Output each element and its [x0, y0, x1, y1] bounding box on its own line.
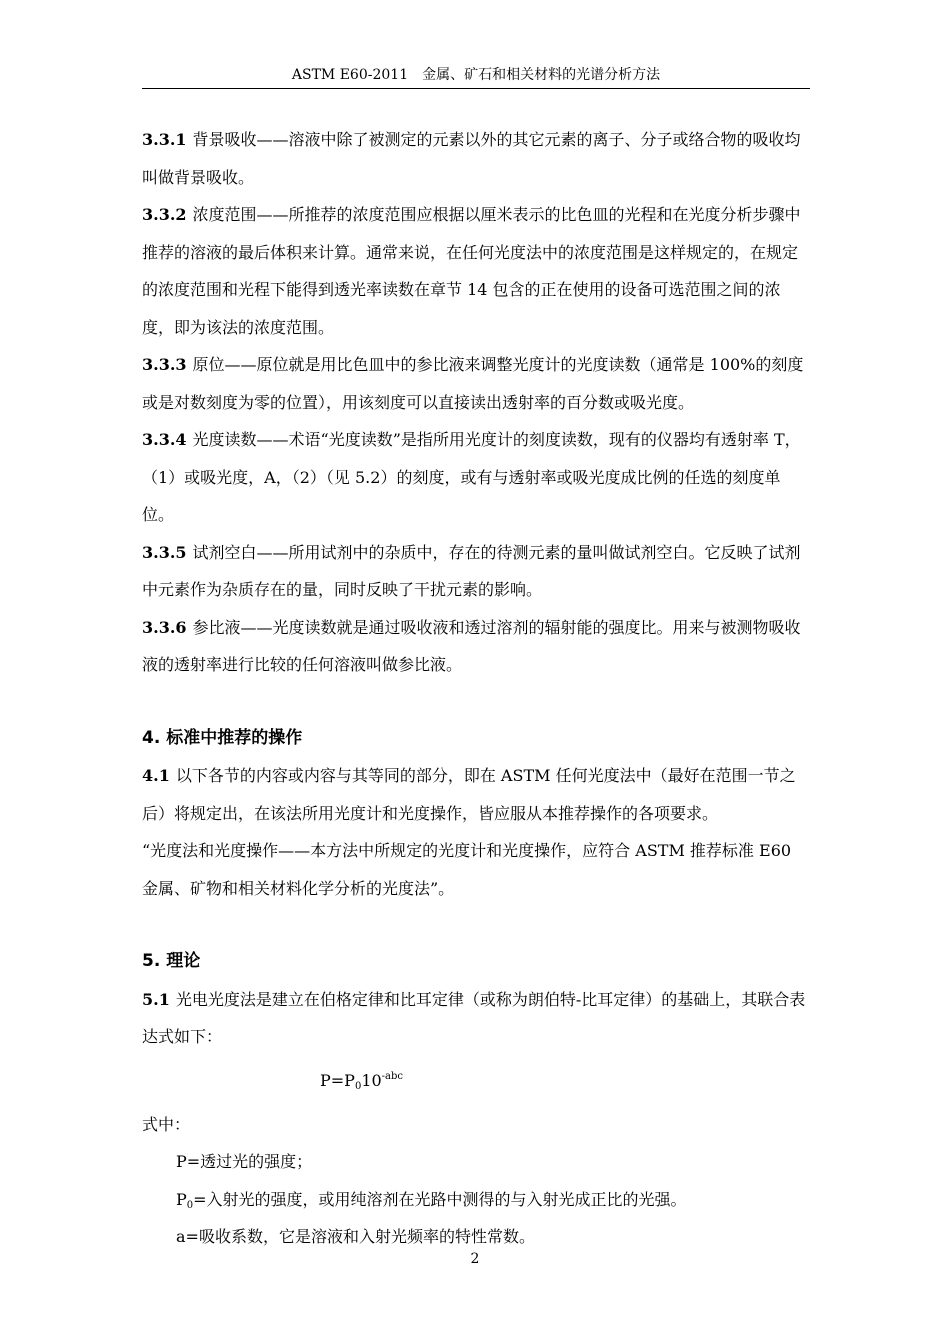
clause-number: 3.3.1	[142, 130, 187, 149]
paragraph-3-3-1	[142, 121, 810, 196]
clause-number: 3.3.2	[142, 205, 187, 224]
clause-number: 5.1	[142, 989, 170, 1009]
paragraph-3-3-3	[142, 346, 810, 421]
paragraph-3-3-6	[142, 609, 810, 684]
paragraph-3-3-4	[142, 421, 810, 534]
paragraph-3-3-2	[142, 196, 810, 346]
clause-text: 背景吸收——溶液中除了被测定的元素以外的其它元素的离子、分子或络合物的吸收均叫做背景吸收。	[142, 130, 801, 187]
paragraph-3-3-5	[142, 534, 810, 609]
section-heading-4: 4. 标准中推荐的操作	[142, 727, 303, 748]
definition-p: P=透过光的强度；	[176, 1152, 313, 1171]
definition-p0: $P_0=$入射光的强度，或用纯溶剂在光路中测得的与入射光成正比的光强。	[176, 1189, 687, 1211]
clause-text: 参比液——光度读数就是通过吸收液和透过溶剂的辐射能的强度比。用来与被测物吸收液的透射率进行比较的任何溶液叫做参比液。	[142, 617, 801, 674]
clause-text: 原位——原位就是用比色皿中的参比液来调整光度计的光度读数（通常是 100%的刻度或是对数刻度为零的位置），用该刻度可以直接读出透射率的百分数或吸光度。	[142, 355, 804, 412]
clause-text: 光度读数——术语“光度读数”是指所用光度计的刻度读数，现有的仪器均有透射率 T，（1）或吸光度，A，（2）（见 5.2）的刻度，或有与透射率或吸光度成比例的任选的刻度单位。	[142, 430, 801, 524]
clause-number: 3.3.6	[142, 617, 187, 637]
clause-number: 3.3.3	[142, 355, 187, 374]
page-body	[142, 121, 810, 1256]
clause-text: 光电光度法是建立在伯格定律和比耳定律（或称为朗伯特-比耳定律）的基础上，其联合表达式如下：	[142, 989, 806, 1046]
paragraph-5-1	[142, 981, 810, 1056]
clause-number: 4.1	[142, 766, 170, 785]
formula: $P=P_010^{-abc}$	[320, 1070, 404, 1092]
paragraph-4-1	[142, 757, 810, 832]
quoted-paragraph: “光度法和光度操作——本方法中所规定的光度计和光度操作，应符合 ASTM 推荐标准 E60 金属、矿物和相关材料化学分析的光度法”。	[142, 841, 792, 898]
clause-text: 浓度范围——所推荐的浓度范围应根据以厘米表示的比色皿的光程和在光度分析步骤中推荐的溶液的最后体积来计算。通常来说，在任何光度法中的浓度范围是这样规定的，在规定的浓度范围和光程下能得到透光率读数在章节 14 包含的正在使用的设备可选范围之间的浓度，即为该法的浓度范围。	[142, 205, 801, 337]
definition-a: a=吸收系数，它是溶液和入射光频率的特性常数。	[176, 1227, 535, 1246]
where-label: 式中：	[142, 1114, 191, 1134]
clause-text: 以下各节的内容或内容与其等同的部分，即在 ASTM 任何光度法中（最好在范围一节之后）将规定出，在该法所用光度计和光度操作，皆应服从本推荐操作的各项要求。	[142, 766, 796, 823]
running-header: ASTM E60-2011 金属、矿石和相关材料的光谱分析方法	[291, 67, 661, 83]
clause-text: 试剂空白——所用试剂中的杂质中，存在的待测元素的量叫做试剂空白。它反映了试剂中元素作为杂质存在的量，同时反映了干扰元素的影响。	[142, 542, 801, 599]
page-number: 2	[470, 1251, 480, 1267]
section-heading-5: 5. 理论	[142, 951, 201, 971]
clause-number: 3.3.4	[142, 430, 187, 449]
header-rule	[142, 88, 810, 89]
clause-number: 3.3.5	[142, 542, 187, 562]
